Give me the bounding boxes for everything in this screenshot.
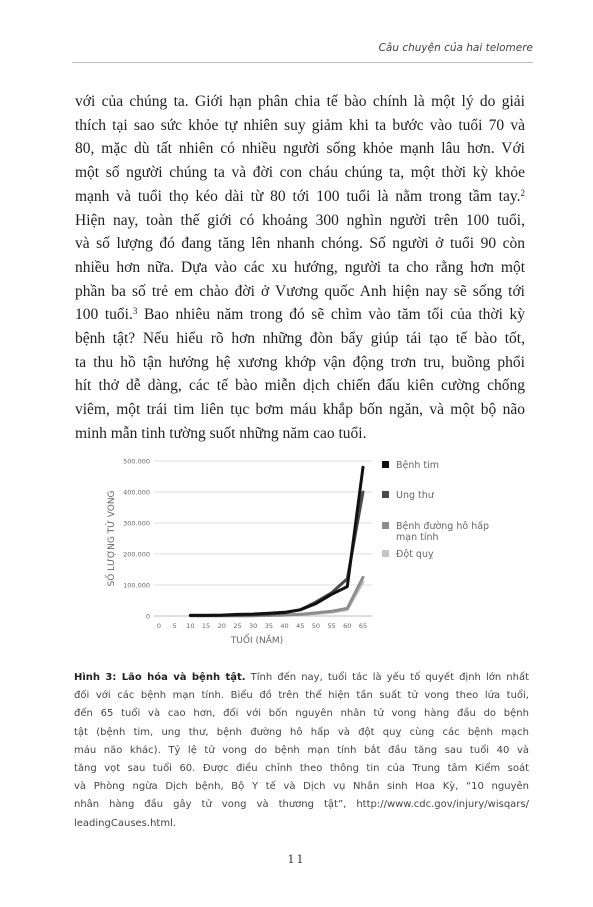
caption-line: đối với các bệnh mạn tính. Biểu đồ trên thể hiện tần suất tử vong theo lứa tuổi, (74, 690, 529, 702)
body-line: bệnh tật? Nếu hiểu rõ hơn những đòn bẩy giúp tái tạo tế bào tốt, (75, 330, 525, 348)
y-tick-label: 400.000 (123, 488, 150, 497)
y-tick-label: 0 (145, 612, 150, 621)
caption-line: đến 65 tuổi và cao hơn, đối với bốn nguyên nhân tử vong hàng đầu do bệnh (74, 708, 529, 720)
x-tick-label: 45 (296, 622, 305, 630)
x-tick-label: 40 (280, 622, 289, 630)
header-rule (72, 62, 533, 63)
figure-caption (74, 669, 529, 833)
x-tick-label: 65 (358, 622, 368, 630)
body-line: viêm, một trái tim liên tục bơm máu khắp bốn ngăn, và một bộ não (75, 401, 525, 419)
caption-line: nhân hàng đầu gây tử vong và thương tật”, http://www.cdc.gov/injury/wisqars/ (74, 799, 529, 811)
legend-swatch (382, 491, 389, 498)
body-line-text: 100 tuổi. (75, 306, 133, 324)
x-tick-label: 55 (327, 622, 336, 630)
mortality-chart (90, 445, 530, 645)
body-line: với của chúng ta. Giới hạn phân chia tế bào chính là một lý do giải (75, 93, 525, 110)
x-tick-label: 0 (156, 622, 162, 630)
x-tick-label: 10 (186, 622, 195, 630)
legend-swatch (382, 461, 389, 468)
y-tick-label: 500.000 (123, 457, 150, 466)
body-line: Hiện nay, toàn thế giới có khoảng 300 nghìn người trên 100 tuổi, (75, 211, 525, 229)
legend-label: mạn tính (396, 532, 439, 543)
x-tick-label: 20 (217, 622, 226, 630)
legend-label: Bệnh đường hô hấp (396, 521, 490, 532)
caption-line: tật (bệnh tim, ung thư, bệnh đường hô hấp và đột quỵ cùng các bệnh mạch (74, 726, 529, 738)
body-line: hít thở dễ dàng, các tế bào miễn dịch chiến đấu kiên cường chống (75, 377, 525, 395)
body-line: minh mẫn tinh tường suốt những năm cao tuổi. (75, 424, 367, 442)
x-tick-label: 5 (172, 622, 177, 630)
legend-swatch (382, 522, 389, 529)
caption-title: Hình 3: Lão hóa và bệnh tật. (74, 672, 246, 683)
caption-line: và Phòng ngừa Dịch bệnh, Bộ Y tế và Dịch vụ Nhân sinh Hoa Kỳ, “10 nguyên (74, 781, 529, 793)
series-line (190, 467, 363, 615)
body-line (75, 303, 525, 327)
footnote-marker: 2 (520, 187, 525, 198)
x-tick-label: 30 (249, 622, 258, 630)
legend-swatch (382, 550, 389, 557)
body-line: phần ba số trẻ em chào đời ở Vương quốc Anh hiện nay sẽ sống tới (75, 282, 525, 300)
footnote-marker: 3 (132, 306, 138, 317)
caption-line: tăng vọt sau tuổi 60. Được điều chỉnh theo thông tin của Trung tâm Kiểm soát (74, 763, 529, 775)
body-line: ta thu hồ tận hưởng hệ xương khớp vận động trơn tru, buồng phổi (75, 353, 525, 371)
caption-line: leadingCauses.html. (74, 817, 177, 829)
caption-line: máu não khác). Tỷ lệ tử vong do bệnh mạn tính bắt đầu tăng sau tuổi 40 và (74, 744, 529, 756)
caption-line (74, 669, 529, 687)
body-line: nhiều hơn nữa. Dựa vào các xu hướng, người ta cho rằng hơn một (75, 258, 525, 276)
page-number: 11 (287, 853, 306, 866)
y-tick-label: 200.000 (123, 550, 150, 559)
y-axis-label: SỐ LƯỢNG TỬ VONG (107, 490, 117, 587)
body-line-text: Bao nhiêu năm trong đó sẽ chìm vào tăm tối của thời kỳ (137, 306, 526, 324)
chart-svg (90, 445, 530, 645)
x-tick-label: 50 (311, 622, 321, 630)
legend-label: Bệnh tim (396, 460, 440, 471)
body-line: thích tại sao sức khỏe tự nhiên suy giảm khi ta bước vào tuổi 70 và (75, 116, 525, 134)
x-tick-label: 35 (264, 622, 273, 630)
caption-text: Tính đến nay, tuổi tác là yếu tố quyết định lớn nhất (245, 672, 529, 683)
body-line: 80, mặc dù tất nhiên có nhiều người sống khỏe mạnh lâu hơn. Với (75, 140, 525, 158)
body-line (75, 185, 525, 209)
x-tick-label: 25 (233, 622, 242, 630)
legend-label: Đột quỵ (396, 549, 434, 560)
body-line-text: mạnh và tuổi thọ kéo dài từ 80 tới 100 tuổi là nằm trong tầm tay. (75, 187, 521, 205)
y-tick-label: 300.000 (123, 519, 150, 528)
body-paragraph (75, 90, 525, 446)
y-tick-label: 100.000 (123, 581, 150, 590)
x-tick-label: 15 (201, 622, 211, 630)
body-line: một số người chúng ta và đời con cháu chúng ta, một thời kỳ khỏe (75, 164, 525, 182)
running-head: Câu chuyện của hai telomere (378, 42, 533, 54)
x-axis-label: TUỔI (NĂM) (230, 636, 284, 645)
body-line: và số lượng đó đang tăng lên nhanh chóng. Số người ở tuổi 90 còn (75, 235, 525, 253)
legend-label: Ung thư (396, 490, 434, 501)
series-line (190, 577, 363, 615)
x-tick-label: 60 (343, 622, 352, 630)
